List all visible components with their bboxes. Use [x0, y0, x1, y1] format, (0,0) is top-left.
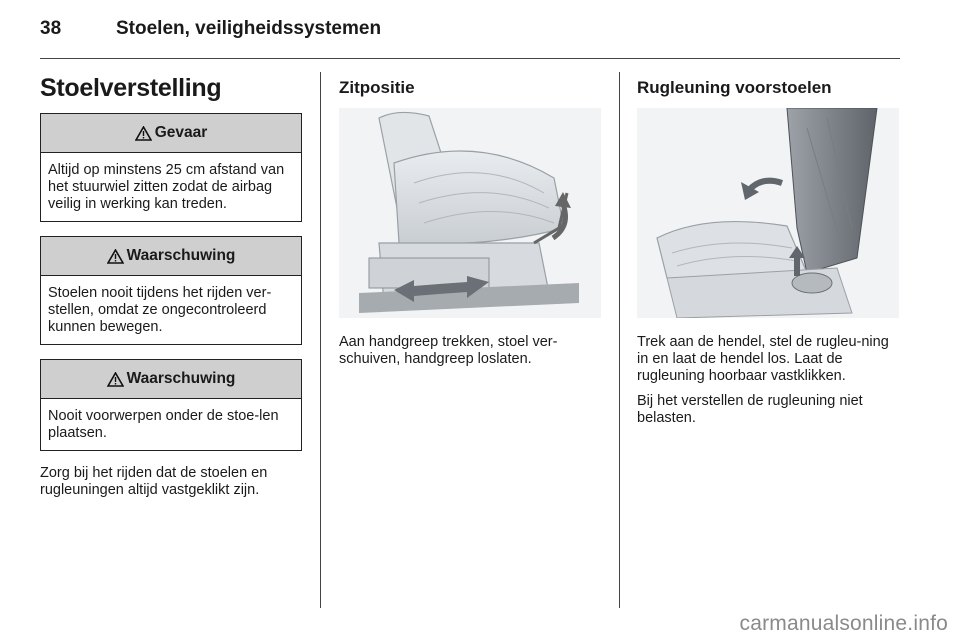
warning-text: Altijd op minstens 25 cm afstand van het stuurwiel zitten zodat de airbag veilig in werking kan treden. — [48, 162, 285, 212]
warning-label: Waarschuwing — [126, 247, 236, 264]
section-title: Zitpositie — [339, 78, 415, 97]
column-divider-2 — [619, 72, 620, 608]
warning-triangle-icon — [107, 249, 124, 264]
warning-box-caution-1 — [40, 236, 302, 345]
column-seat-adjustment — [40, 70, 302, 507]
body-paragraph: Zorg bij het rijden dat de stoelen en rugleuningen altijd vastgeklikt zijn. — [40, 465, 268, 498]
column-seat-position — [339, 70, 601, 376]
chapter-title: Stoelen, veiligheidssystemen — [116, 18, 382, 39]
warning-label: Waarschuwing — [126, 370, 236, 387]
column-backrest — [637, 70, 901, 435]
warning-box-header — [41, 114, 301, 153]
warning-text: Stoelen nooit tijdens het rijden ver-stellen, omdat ze ongecontroleerd kunnen bewegen. — [48, 285, 272, 335]
column-divider-1 — [320, 72, 321, 608]
watermark: carmanualsonline.info — [739, 612, 948, 635]
warning-box-header — [41, 237, 301, 276]
warning-box-header — [41, 360, 301, 399]
section-title: Rugleuning voorstoelen — [637, 78, 832, 97]
backrest-illustration — [637, 108, 899, 318]
warning-label: Gevaar — [154, 124, 208, 141]
warning-box-danger — [40, 113, 302, 222]
seat-position-illustration — [339, 108, 601, 318]
warning-triangle-icon — [135, 126, 152, 141]
body-paragraph: Bij het verstellen de rugleuning niet belasten. — [637, 393, 863, 426]
warning-triangle-icon — [107, 372, 124, 387]
warning-box-caution-2 — [40, 359, 302, 451]
header-rule — [40, 58, 900, 59]
body-paragraph: Trek aan de hendel, stel de rugleu-ning in en laat de hendel los. Laat de rugleuning hoorbaar vastklikken. — [637, 334, 889, 384]
page-number: 38 — [40, 18, 62, 39]
body-paragraph: Aan handgreep trekken, stoel ver-schuiven, handgreep loslaten. — [339, 334, 558, 367]
section-title: Stoelverstelling — [40, 74, 222, 102]
warning-text: Nooit voorwerpen onder de stoe-len plaatsen. — [48, 408, 279, 441]
